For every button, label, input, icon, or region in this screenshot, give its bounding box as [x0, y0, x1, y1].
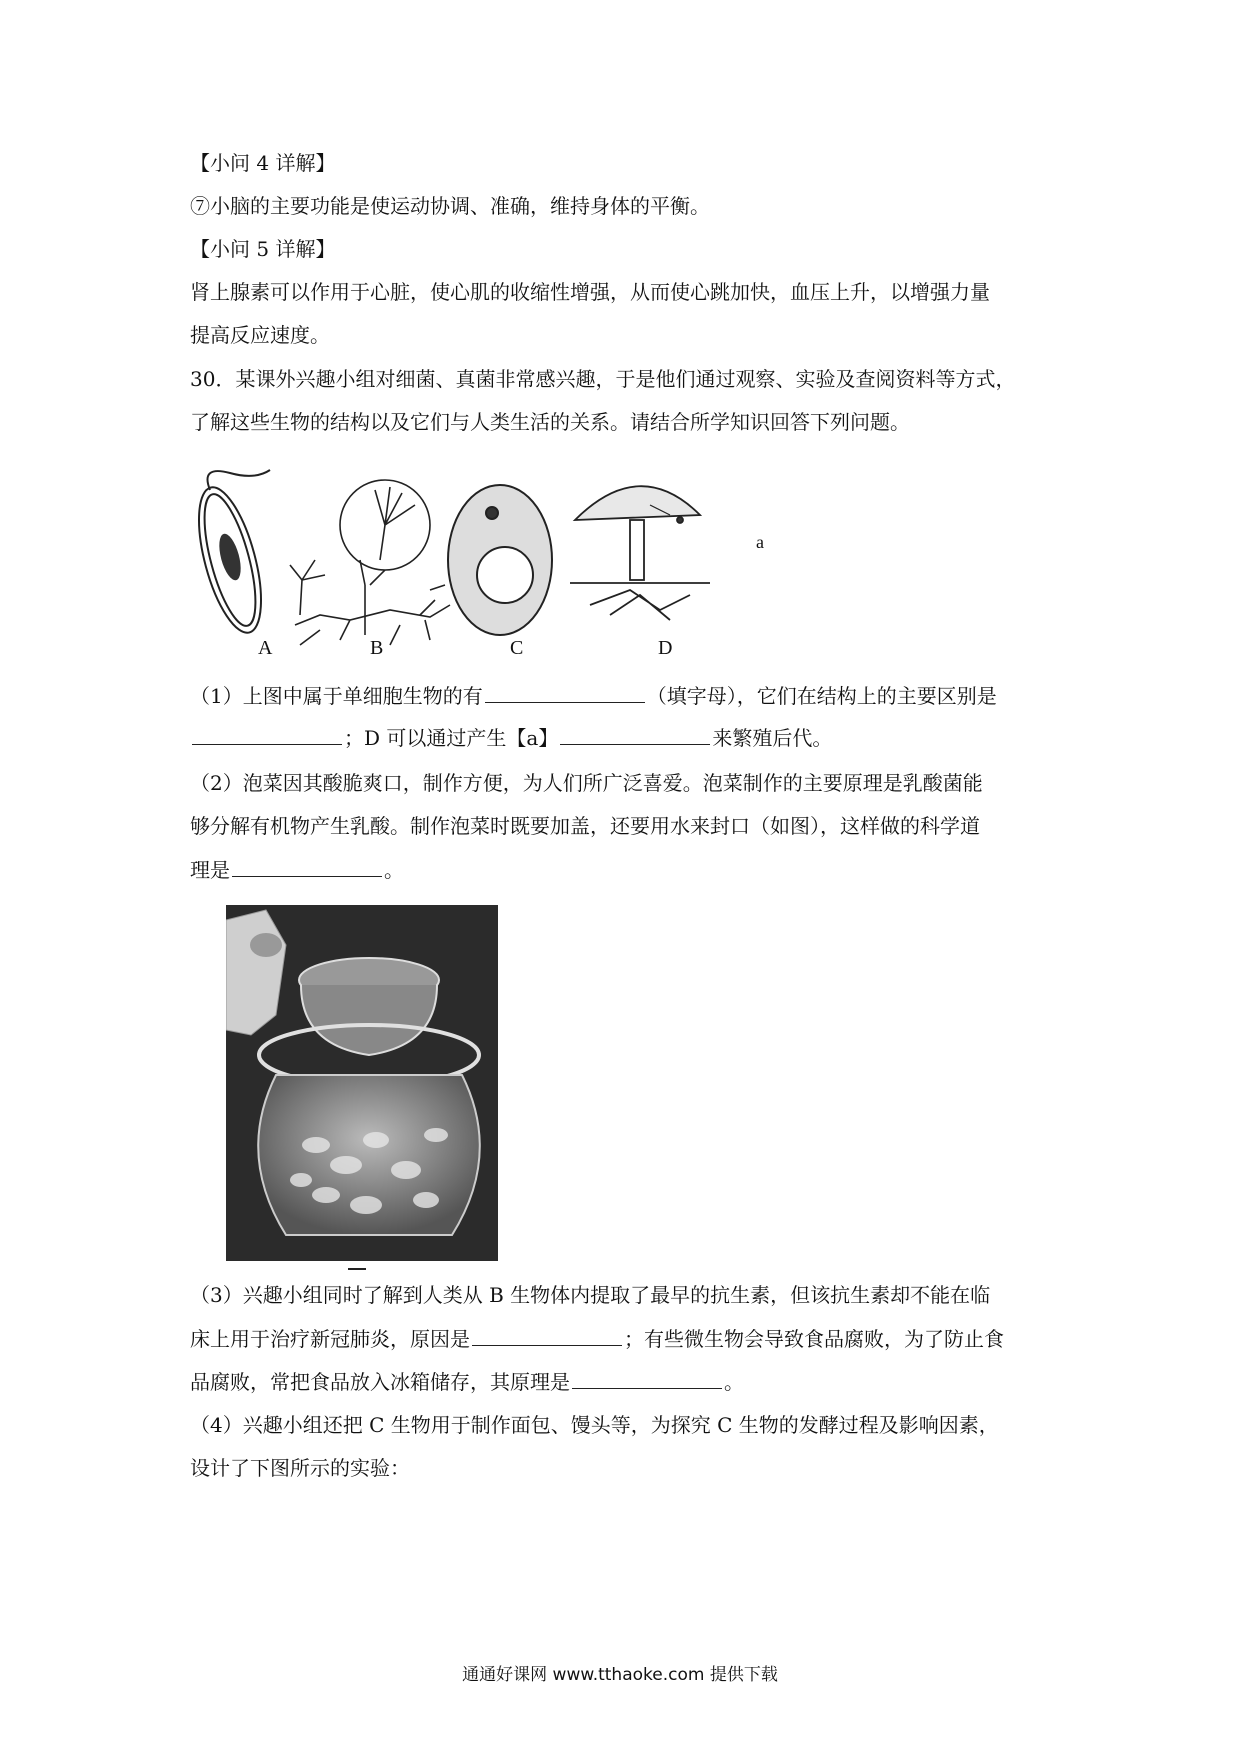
part1-line-1: [190, 682, 997, 709]
part1-line-2: [190, 724, 832, 751]
figure-label-d: D: [658, 637, 673, 659]
figure-label-b: B: [370, 637, 384, 659]
part3-text-c: 品腐败，常把食品放入冰箱储存，其原理是: [190, 1370, 570, 1394]
q4-answer: ⑦小脑的主要功能是使运动协调、准确，维持身体的平衡。: [190, 194, 710, 218]
mushroom-drawing: [570, 486, 710, 620]
answer-blank-2[interactable]: [192, 724, 342, 745]
q5-answer-line-1: 肾上腺素可以作用于心脏，使心肌的收缩性增强，从而使心跳加快，血压上升，以增强力量: [190, 280, 990, 304]
part3-line-3: [190, 1368, 744, 1395]
part3-text-d: 。: [724, 1370, 744, 1394]
part3-line-1: （3）兴趣小组同时了解到人类从 B 生物体内提取了最早的抗生素，但该抗生素却不能在临: [190, 1283, 991, 1307]
part2-text-a: 理是: [190, 858, 230, 882]
photo-caption-mark: [348, 1268, 366, 1270]
figure-label-a: A: [258, 637, 273, 659]
part4-line-2: 设计了下图所示的实验：: [190, 1456, 410, 1480]
q5-header: 【小问 5 详解】: [190, 237, 336, 261]
penicillium-drawing: [290, 480, 450, 645]
q5-answer-line-2: 提高反应速度。: [190, 323, 330, 347]
part2-line-1: （2）泡菜因其酸脆爽口，制作方便，为人们所广泛喜爱。泡菜制作的主要原理是乳酸菌能: [190, 771, 983, 795]
q30-stem-line-1: 30．某课外兴趣小组对细菌、真菌非常感兴趣，于是他们通过观察、实验及查阅资料等方式，: [190, 367, 1016, 391]
page-footer: 通通好课网 www.tthaoke.com 提供下载: [462, 1665, 778, 1685]
part1-text-a: （1）上图中属于单细胞生物的有: [190, 684, 483, 708]
answer-blank-1[interactable]: [485, 682, 645, 703]
bacterium-drawing: [190, 470, 274, 639]
spore-label: a: [756, 532, 764, 552]
microorganism-figure: [190, 465, 800, 665]
figure-label-c: C: [510, 637, 524, 659]
yeast-drawing: [448, 485, 552, 635]
part4-line-1: （4）兴趣小组还把 C 生物用于制作面包、馒头等，为探究 C 生物的发酵过程及影响因素，: [190, 1413, 999, 1437]
part3-line-2: [190, 1325, 1004, 1352]
answer-blank-4[interactable]: [232, 856, 382, 877]
answer-blank-5[interactable]: [472, 1325, 622, 1346]
q4-header: 【小问 4 详解】: [190, 151, 336, 175]
answer-blank-3[interactable]: [560, 724, 710, 745]
part3-text-a: 床上用于治疗新冠肺炎，原因是: [190, 1327, 470, 1351]
pickle-jar-photo: [226, 905, 498, 1261]
part1-text-c: ；D 可以通过产生【a】: [344, 726, 559, 750]
part3-text-b: ；有些微生物会导致食品腐败，为了防止食: [624, 1327, 1004, 1351]
part2-line-3: [190, 856, 404, 883]
part1-text-b: （填字母），它们在结构上的主要区别是: [646, 684, 997, 708]
part1-text-d: 来繁殖后代。: [712, 726, 833, 750]
part2-text-b: 。: [384, 858, 404, 882]
q30-stem-line-2: 了解这些生物的结构以及它们与人类生活的关系。请结合所学知识回答下列问题。: [190, 410, 910, 434]
answer-blank-6[interactable]: [572, 1368, 722, 1389]
part2-line-2: 够分解有机物产生乳酸。制作泡菜时既要加盖，还要用水来封口（如图），这样做的科学道: [190, 814, 980, 838]
